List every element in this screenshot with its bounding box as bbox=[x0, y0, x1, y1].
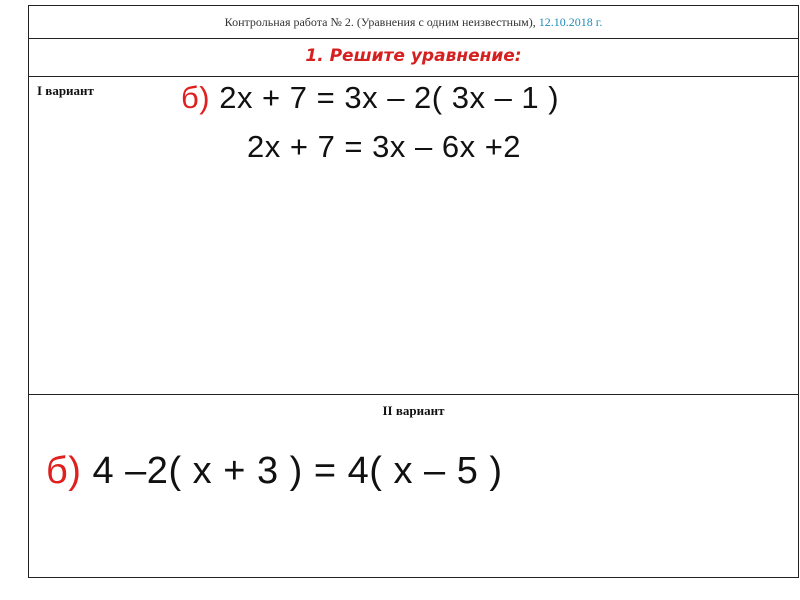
task-row bbox=[29, 39, 798, 77]
variant1-section bbox=[29, 77, 798, 395]
variant1-equation-text: 2x + 7 = 3x – 2( 3x – 1 ) bbox=[210, 80, 560, 115]
variant2-section bbox=[29, 395, 798, 577]
variant2-marker: б) bbox=[46, 450, 82, 492]
variant2-equation bbox=[46, 450, 503, 493]
worksheet-table bbox=[28, 5, 799, 578]
variant2-label: II вариант bbox=[382, 403, 445, 418]
variant1-marker: б) bbox=[181, 80, 211, 115]
header-date: 12.10.2018 г. bbox=[538, 15, 603, 29]
variant1-equation bbox=[181, 80, 559, 116]
header-row bbox=[29, 6, 798, 39]
task-heading: 1. Решите уравнение: bbox=[305, 46, 522, 66]
variant1-step: 2x + 7 = 3x – 6x +2 bbox=[247, 129, 522, 164]
header-title-text: Контрольная работа № 2. (Уравнения с одним неизвестным), bbox=[224, 15, 536, 29]
variant1-label: I вариант bbox=[37, 83, 94, 98]
header-title bbox=[29, 15, 798, 30]
variant2-equation-text: 4 –2( x + 3 ) = 4( x – 5 ) bbox=[81, 450, 503, 492]
